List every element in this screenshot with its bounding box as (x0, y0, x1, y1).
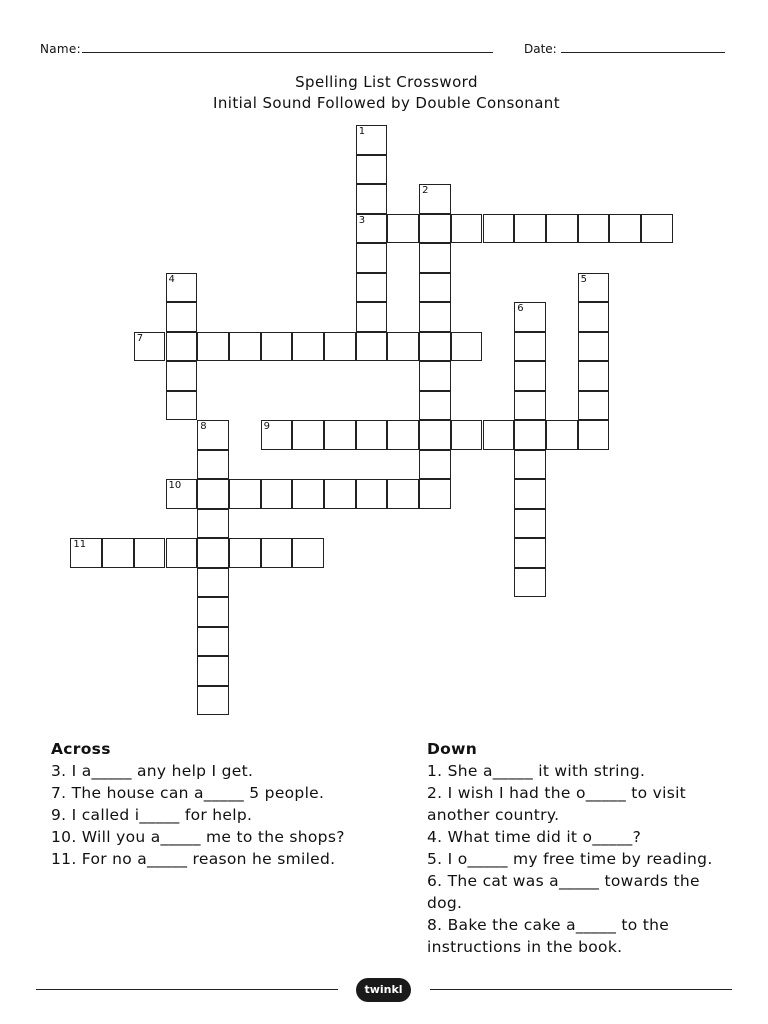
crossword-cell[interactable] (197, 627, 229, 657)
clue-number: 10 (168, 480, 182, 491)
crossword-cell[interactable] (514, 479, 546, 509)
crossword-cell[interactable] (166, 332, 198, 362)
down-clue: 6. The cat was a_____ towards the dog. (427, 872, 700, 912)
crossword-cell[interactable] (229, 538, 261, 568)
crossword-cell[interactable] (229, 332, 261, 362)
crossword-cell[interactable] (166, 391, 198, 421)
crossword-cell[interactable] (419, 273, 451, 303)
crossword-cell[interactable] (356, 332, 388, 362)
crossword-cell[interactable] (229, 479, 261, 509)
crossword-cell[interactable] (261, 538, 293, 568)
crossword-cell[interactable] (419, 361, 451, 391)
down-heading: Down (427, 740, 478, 758)
crossword-cell[interactable] (197, 568, 229, 598)
crossword-cell[interactable] (514, 450, 546, 480)
crossword-cell[interactable] (514, 509, 546, 539)
crossword-cell[interactable] (578, 391, 610, 421)
crossword-cell[interactable] (197, 538, 229, 568)
page-subtitle: Initial Sound Followed by Double Consonant (213, 94, 560, 112)
crossword-cell[interactable] (514, 214, 546, 244)
across-clues (51, 738, 411, 870)
crossword-cell[interactable] (578, 361, 610, 391)
across-clue: 7. The house can a_____ 5 people. (51, 784, 325, 802)
crossword-cell[interactable] (387, 420, 419, 450)
crossword-cell[interactable] (197, 420, 229, 450)
name-label: Name: (40, 42, 81, 56)
crossword-cell[interactable] (641, 214, 673, 244)
crossword-cell[interactable] (387, 332, 419, 362)
crossword-cell[interactable] (419, 243, 451, 273)
crossword-cell[interactable] (134, 332, 166, 362)
down-clue: 2. I wish I had the o_____ to visit another country. (427, 784, 687, 824)
across-clue: 9. I called i_____ for help. (51, 806, 253, 824)
clue-number: 1 (358, 126, 366, 137)
crossword-cell[interactable] (419, 332, 451, 362)
crossword-cell[interactable] (578, 302, 610, 332)
page-title: Spelling List Crossword (295, 73, 478, 91)
clue-number: 3 (358, 214, 366, 226)
crossword-cell[interactable] (356, 420, 388, 450)
crossword-cell[interactable] (514, 420, 546, 450)
crossword-cell[interactable] (324, 332, 356, 362)
crossword-cell[interactable] (514, 361, 546, 391)
crossword-cell[interactable] (324, 420, 356, 450)
crossword-cell[interactable] (419, 302, 451, 332)
clue-number: 5 (580, 273, 587, 285)
crossword-cell[interactable] (514, 538, 546, 568)
crossword-cell[interactable] (609, 214, 641, 244)
across-clue: 11. For no a_____ reason he smiled. (51, 850, 336, 868)
crossword-cell[interactable] (166, 361, 198, 391)
crossword-cell[interactable] (451, 214, 483, 244)
footer-divider-left (36, 989, 338, 990)
crossword-cell[interactable] (546, 214, 578, 244)
crossword-cell[interactable] (197, 479, 229, 509)
crossword-cell[interactable] (514, 332, 546, 362)
clue-number: 6 (517, 303, 524, 314)
crossword-cell[interactable] (261, 479, 293, 509)
crossword-cell[interactable] (292, 420, 324, 450)
clue-number: 9 (263, 421, 270, 432)
crossword-cell[interactable] (356, 243, 388, 273)
across-clue: 10. Will you a_____ me to the shops? (51, 828, 345, 846)
crossword-cell[interactable] (197, 597, 229, 627)
down-clue: 1. She a_____ it with string. (427, 762, 646, 780)
crossword-cell[interactable] (451, 420, 483, 450)
crossword-cell[interactable] (197, 450, 229, 480)
crossword-cell[interactable] (578, 420, 610, 450)
crossword-cell[interactable] (197, 656, 229, 686)
crossword-cell[interactable] (483, 420, 515, 450)
crossword-cell[interactable] (166, 479, 198, 509)
clue-number: 8 (200, 421, 207, 432)
crossword-cell[interactable] (261, 332, 293, 362)
crossword-cell[interactable] (578, 273, 610, 303)
crossword-cell[interactable] (356, 214, 388, 244)
crossword-cell[interactable] (292, 538, 324, 568)
crossword-cell[interactable] (356, 125, 388, 155)
date-label: Date: (524, 42, 557, 56)
crossword-cell[interactable] (197, 686, 229, 716)
crossword-cell[interactable] (70, 538, 102, 568)
crossword-cell[interactable] (419, 479, 451, 509)
down-clues (427, 738, 727, 958)
crossword-cell[interactable] (514, 302, 546, 332)
twinkl-logo: twinkl (356, 978, 411, 1002)
crossword-cell[interactable] (356, 302, 388, 332)
crossword-cell[interactable] (261, 420, 293, 450)
across-heading: Across (51, 740, 111, 758)
crossword-cell[interactable] (514, 568, 546, 598)
crossword-cell[interactable] (166, 273, 198, 303)
crossword-cell[interactable] (292, 479, 324, 509)
crossword-cell[interactable] (514, 391, 546, 421)
crossword-cell[interactable] (451, 332, 483, 362)
clue-number: 11 (73, 539, 87, 550)
crossword-cell[interactable] (387, 479, 419, 509)
crossword-cell[interactable] (356, 184, 388, 214)
crossword-cell[interactable] (546, 420, 578, 450)
crossword-cell[interactable] (419, 450, 451, 480)
clue-number: 7 (136, 332, 144, 344)
crossword-cell[interactable] (292, 332, 324, 362)
crossword-cell[interactable] (419, 184, 451, 214)
crossword-cell[interactable] (324, 479, 356, 509)
down-clue: 4. What time did it o_____? (427, 828, 642, 846)
down-clue: 8. Bake the cake a_____ to the instructions in the book. (427, 916, 670, 956)
crossword-cell[interactable] (166, 538, 198, 568)
across-clue: 3. I a_____ any help I get. (51, 762, 254, 780)
crossword-cell[interactable] (356, 155, 388, 185)
clue-number: 2 (422, 185, 429, 196)
crossword-cell[interactable] (419, 214, 451, 244)
crossword-cell[interactable] (483, 214, 515, 244)
footer-divider-right (430, 989, 732, 990)
crossword-cell[interactable] (356, 479, 388, 509)
crossword-cell[interactable] (166, 302, 198, 332)
crossword-cell[interactable] (578, 214, 610, 244)
crossword-cell[interactable] (387, 214, 419, 244)
crossword-cell[interactable] (102, 538, 134, 568)
crossword-cell[interactable] (356, 273, 388, 303)
crossword-cell[interactable] (419, 391, 451, 421)
crossword-cell[interactable] (197, 332, 229, 362)
crossword-cell[interactable] (578, 332, 610, 362)
crossword-cell[interactable] (134, 538, 166, 568)
crossword-cell[interactable] (197, 509, 229, 539)
clue-number: 4 (168, 273, 175, 285)
down-clue: 5. I o_____ my free time by reading. (427, 850, 713, 868)
crossword-cell[interactable] (419, 420, 451, 450)
